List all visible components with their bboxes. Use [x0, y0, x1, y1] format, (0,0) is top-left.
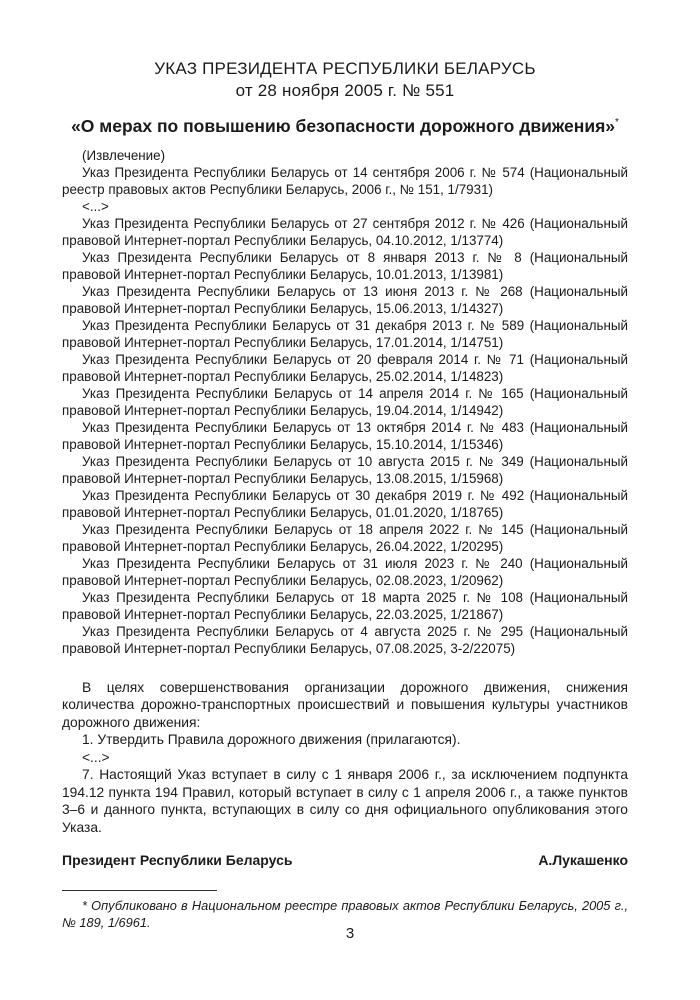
amendment-item: Указ Президента Республики Беларусь от 31 декабря 2013 г. № 589 (Национальный правовой Интернет-портал Республики Беларусь, 17.01.2014, 1/14751): [62, 317, 628, 350]
signatory-name: А.Лукашенко: [538, 852, 628, 869]
decree-title-text: «О мерах по повышению безопасности дорожного движения»: [71, 115, 616, 136]
amendment-item: Указ Президента Республики Беларусь от 18 марта 2025 г. № 108 (Национальный правовой Интернет-портал Республики Беларусь, 22.03.2025, 1/21867): [62, 589, 628, 622]
amendment-item: Указ Президента Республики Беларусь от 10 августа 2015 г. № 349 (Национальный правовой Интернет-портал Республики Беларусь, 13.08.2015, 1/15968): [62, 453, 628, 486]
amendment-item: (Извлечение): [82, 147, 166, 163]
amendment-item: Указ Президента Республики Беларусь от 20 февраля 2014 г. № 71 (Национальный правовой Интернет-портал Республики Беларусь, 25.02.2014, 1/14823): [62, 351, 628, 384]
document-page: [62, 58, 628, 931]
decree-date: от 28 ноября 2005 г. № 551: [235, 81, 455, 100]
footnote: * Опубликовано в Национальном реестре правовых актов Республики Беларусь, 2005 г., № 189, 1/6961.: [62, 898, 628, 931]
amendment-item: Указ Президента Республики Беларусь от 13 июня 2013 г. № 268 (Национальный правовой Интернет-портал Республики Беларусь, 15.06.2013, 1/14327): [62, 283, 628, 316]
body-paragraph: 1. Утвердить Правила дорожного движения (прилагаются).: [82, 732, 461, 748]
decree-heading: УКАЗ ПРЕЗИДЕНТА РЕСПУБЛИКИ БЕЛАРУСЬ: [154, 59, 536, 78]
amendment-item: Указ Президента Республики Беларусь от 4 августа 2025 г. № 295 (Национальный правовой Интернет-портал Республики Беларусь, 07.08.2025, 3-2/22075): [62, 623, 628, 656]
amendment-item: Указ Президента Республики Беларусь от 30 декабря 2019 г. № 492 (Национальный правовой Интернет-портал Республики Беларусь, 01.01.2020, 1/18765): [62, 487, 628, 520]
amendments-list: [62, 147, 628, 657]
amendment-item: Указ Президента Республики Беларусь от 8 января 2013 г. № 8 (Национальный правовой Интернет-портал Республики Беларусь, 10.01.2013, 1/13981): [62, 249, 628, 282]
decree-title: [62, 112, 628, 137]
amendment-item: Указ Президента Республики Беларусь от 13 октября 2014 г. № 483 (Национальный правовой Интернет-портал Республики Беларусь, 15.10.2014, 1/15346): [62, 419, 628, 452]
amendment-item: Указ Президента Республики Беларусь от 18 апреля 2022 г. № 145 (Национальный правовой Интернет-портал Республики Беларусь, 26.04.2022, 1/20295): [62, 521, 628, 554]
amendment-item: Указ Президента Республики Беларусь от 27 сентября 2012 г. № 426 (Национальный правовой Интернет-портал Республики Беларусь, 04.10.2012, 1/13774): [62, 215, 628, 248]
decree-body: [62, 679, 628, 837]
footnote-mark: *: [615, 117, 619, 128]
footnote-divider: [62, 890, 217, 891]
page-number: 3: [345, 925, 355, 942]
signature-block: [62, 852, 628, 868]
body-paragraph: 7. Настоящий Указ вступает в силу с 1 января 2006 г., за исключением подпункта 194.12 пункта 194 Правил, который вступает в силу с 1 апреля 2006 г., а также пунктов 3–6 и данного пункта, вступающих в силу со дня официального опубликования этого Указа.: [62, 767, 628, 835]
amendment-item: <...>: [82, 198, 109, 214]
amendment-item: Указ Президента Республики Беларусь от 14 сентября 2006 г. № 574 (Национальный реестр правовых актов Республики Беларусь, 2006 г., № 151, 1/7931): [62, 164, 628, 197]
amendment-item: Указ Президента Республики Беларусь от 31 июля 2023 г. № 240 (Национальный правовой Интернет-портал Республики Беларусь, 02.08.2023, 1/20962): [62, 555, 628, 588]
amendment-item: Указ Президента Республики Беларусь от 14 апреля 2014 г. № 165 (Национальный правовой Интернет-портал Республики Беларусь, 19.04.2014, 1/14942): [62, 385, 628, 418]
signatory-position: Президент Республики Беларусь: [62, 852, 293, 869]
body-paragraph: В целях совершенствования организации дорожного движения, снижения количества дорожно-транспортных происшествий и повышения культуры участников дорожного движения:: [62, 679, 628, 730]
body-paragraph: <...>: [82, 749, 110, 765]
